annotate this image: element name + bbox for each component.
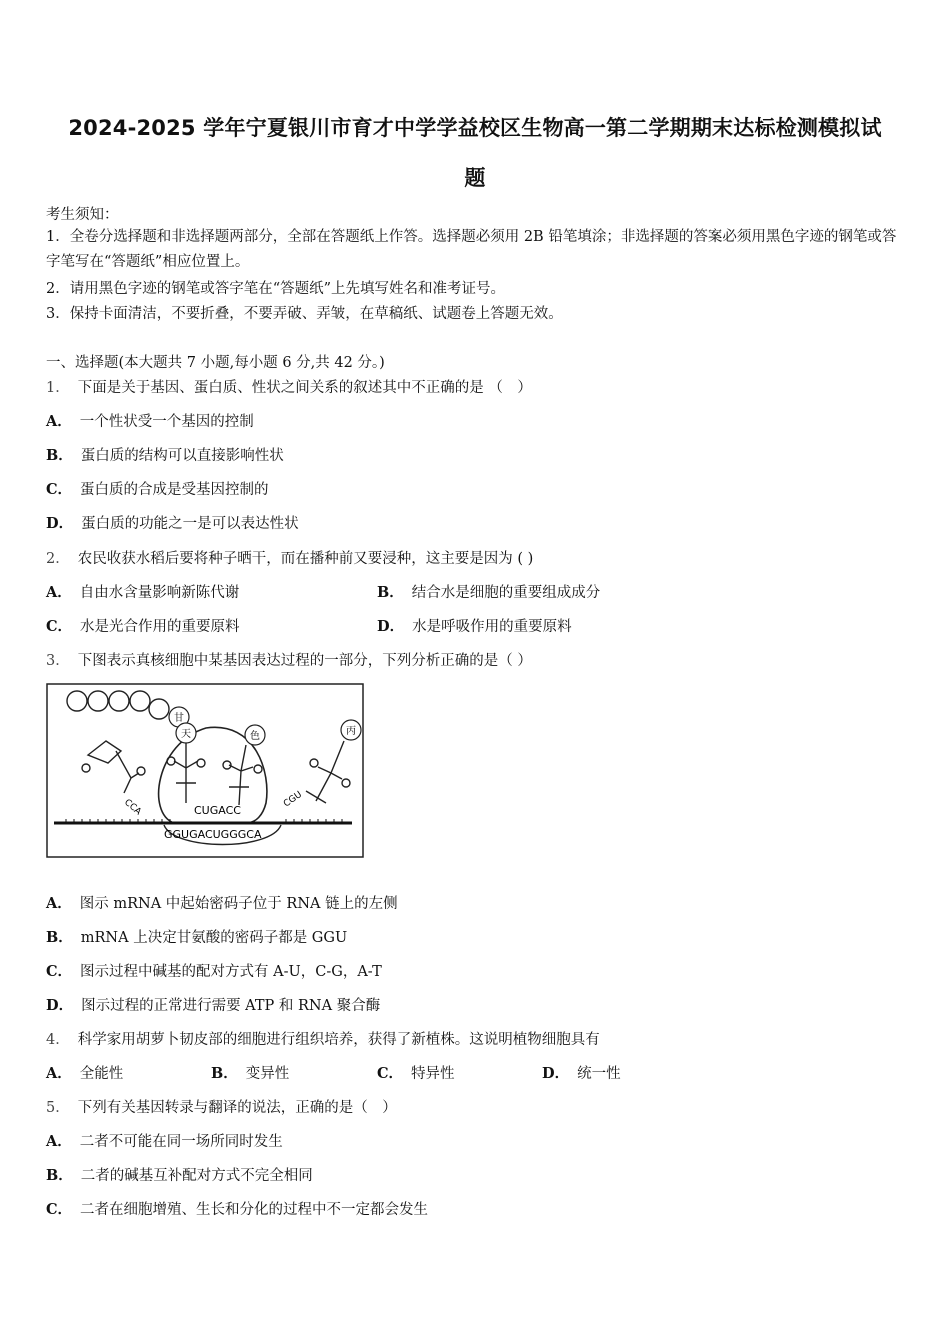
q1-option-c[interactable]: [46, 478, 269, 499]
q2-option-a[interactable]: [46, 581, 239, 602]
question-4-stem: [46, 1028, 600, 1049]
anticodon-sequence-label: CUGACC: [194, 804, 241, 817]
option-label: B．: [211, 1065, 238, 1082]
question-text: 下图表示真核细胞中某基因表达过程的一部分，下列分析正确的是（ ）: [77, 653, 532, 669]
q4-option-c[interactable]: [377, 1062, 455, 1083]
option-label: B．: [46, 1167, 73, 1184]
q3-option-d[interactable]: [46, 994, 380, 1015]
notice-heading: 考生须知：: [46, 207, 119, 223]
option-text: 二者的碱基互补配对方式不完全相同: [80, 1168, 313, 1184]
option-text: 蛋白质的功能之一是可以表达性状: [81, 516, 299, 532]
option-text: 自由水含量影响新陈代谢: [79, 585, 240, 601]
question-number: 4．: [46, 1032, 70, 1048]
amino-acid-asp: 天: [181, 729, 191, 740]
option-label: A．: [46, 413, 72, 430]
q5-option-c[interactable]: [46, 1198, 428, 1219]
section-heading: 一、选择题(本大题共 7 小题,每小题 6 分,共 42 分。): [46, 355, 385, 371]
option-label: A．: [46, 1133, 72, 1150]
question-5-stem: [46, 1096, 397, 1117]
option-text: 一个性状受一个基因的控制: [79, 414, 254, 430]
option-label: C．: [377, 1065, 404, 1082]
notice-item-1: 1．全卷分选择题和非选择题两部分，全部在答题纸上作答。选择题必须用 2B 铅笔填涂；非选择题的答案必须用黑色字迹的钢笔或答字笔写在“答题纸”相应位置上。: [46, 229, 897, 270]
q2-option-d[interactable]: [377, 615, 572, 636]
q4-option-a[interactable]: [46, 1062, 123, 1083]
notice-item-3: 3．保持卡面清洁，不要折叠，不要弄破、弄皱，在草稿纸、试题卷上答题无效。: [46, 306, 563, 322]
q5-option-a[interactable]: [46, 1130, 283, 1151]
question-text: 下面是关于基因、蛋白质、性状之间关系的叙述其中不正确的是 （ ）: [77, 380, 532, 396]
question-number: 3．: [46, 653, 70, 669]
option-text: 水是呼吸作用的重要原料: [412, 619, 572, 635]
q5-option-b[interactable]: [46, 1164, 313, 1185]
option-label: D．: [542, 1065, 570, 1082]
notice-item-2: 2．请用黑色字迹的钢笔或答字笔在“答题纸”上先填写姓名和准考证号。: [46, 281, 506, 297]
q3-option-a[interactable]: [46, 892, 398, 913]
option-label: C．: [46, 1201, 73, 1218]
question-text: 农民收获水稻后要将种子晒干，而在播种前又要浸种，这主要是因为 ( ): [77, 551, 534, 567]
question-number: 5．: [46, 1100, 70, 1116]
q4-option-d[interactable]: [542, 1062, 621, 1083]
option-label: C．: [46, 618, 73, 635]
question-1-stem: [46, 376, 532, 397]
option-text: 二者在细胞增殖、生长和分化的过程中不一定都会发生: [80, 1202, 429, 1218]
option-label: B．: [46, 929, 73, 946]
anticodon-left-label: CCA: [122, 797, 143, 818]
q1-option-b[interactable]: [46, 444, 284, 465]
option-text: 二者不可能在同一场所同时发生: [79, 1134, 283, 1150]
option-label: A．: [46, 584, 72, 601]
translation-diagram-svg: [46, 683, 364, 858]
question-text: 科学家用胡萝卜韧皮部的细胞进行组织培养，获得了新植株。这说明植物细胞具有: [77, 1032, 600, 1048]
option-text: 蛋白质的结构可以直接影响性状: [80, 448, 284, 464]
option-text: 变异性: [245, 1066, 290, 1082]
q3-option-c[interactable]: [46, 960, 382, 981]
amino-acid-gly: 甘: [174, 713, 184, 724]
option-label: A．: [46, 895, 72, 912]
q2-option-c[interactable]: [46, 615, 240, 636]
option-text: 水是光合作用的重要原料: [80, 619, 240, 635]
exam-title-line-2: 题: [464, 166, 486, 190]
question-number: 2．: [46, 551, 70, 567]
option-label: C．: [46, 481, 73, 498]
exam-title-line-1: 2024-2025 学年宁夏银川市育才中学学益校区生物高一第二学期期末达标检测模拟试: [68, 116, 882, 140]
option-label: B．: [46, 447, 73, 464]
option-text: 蛋白质的合成是受基因控制的: [80, 482, 269, 498]
option-text: 结合水是细胞的重要组成成分: [411, 585, 601, 601]
q4-option-b[interactable]: [211, 1062, 289, 1083]
option-text: 图示过程的正常进行需要 ATP 和 RNA 聚合酶: [81, 998, 381, 1014]
q2-option-b[interactable]: [377, 581, 600, 602]
q1-option-d[interactable]: [46, 512, 299, 533]
question-3-stem: [46, 649, 532, 670]
option-text: 统一性: [577, 1066, 621, 1082]
amino-acid-ala: 丙: [346, 726, 356, 737]
option-text: mRNA 上决定甘氨酸的密码子都是 GGU: [80, 930, 348, 946]
question-text: 下列有关基因转录与翻译的说法，正确的是（ ）: [77, 1100, 397, 1116]
option-text: 图示 mRNA 中起始密码子位于 RNA 链上的左侧: [79, 896, 398, 912]
option-label: D．: [46, 997, 74, 1014]
anticodon-right-label: CGU: [281, 789, 304, 810]
mrna-sequence-label: GGUGACUGGGCA: [164, 828, 262, 841]
question-number: 1．: [46, 380, 70, 396]
option-label: B．: [377, 584, 404, 601]
q1-option-a[interactable]: [46, 410, 254, 431]
translation-diagram: [46, 683, 364, 858]
option-label: C．: [46, 963, 73, 980]
option-text: 特异性: [411, 1066, 455, 1082]
option-label: D．: [377, 618, 405, 635]
question-2-stem: [46, 547, 533, 568]
option-text: 图示过程中碱基的配对方式有 A-U，C-G，A-T: [80, 964, 382, 980]
amino-acid-trp: 色: [250, 731, 260, 742]
q3-option-b[interactable]: [46, 926, 347, 947]
option-label: A．: [46, 1065, 72, 1082]
option-text: 全能性: [79, 1066, 124, 1082]
option-label: D．: [46, 515, 74, 532]
